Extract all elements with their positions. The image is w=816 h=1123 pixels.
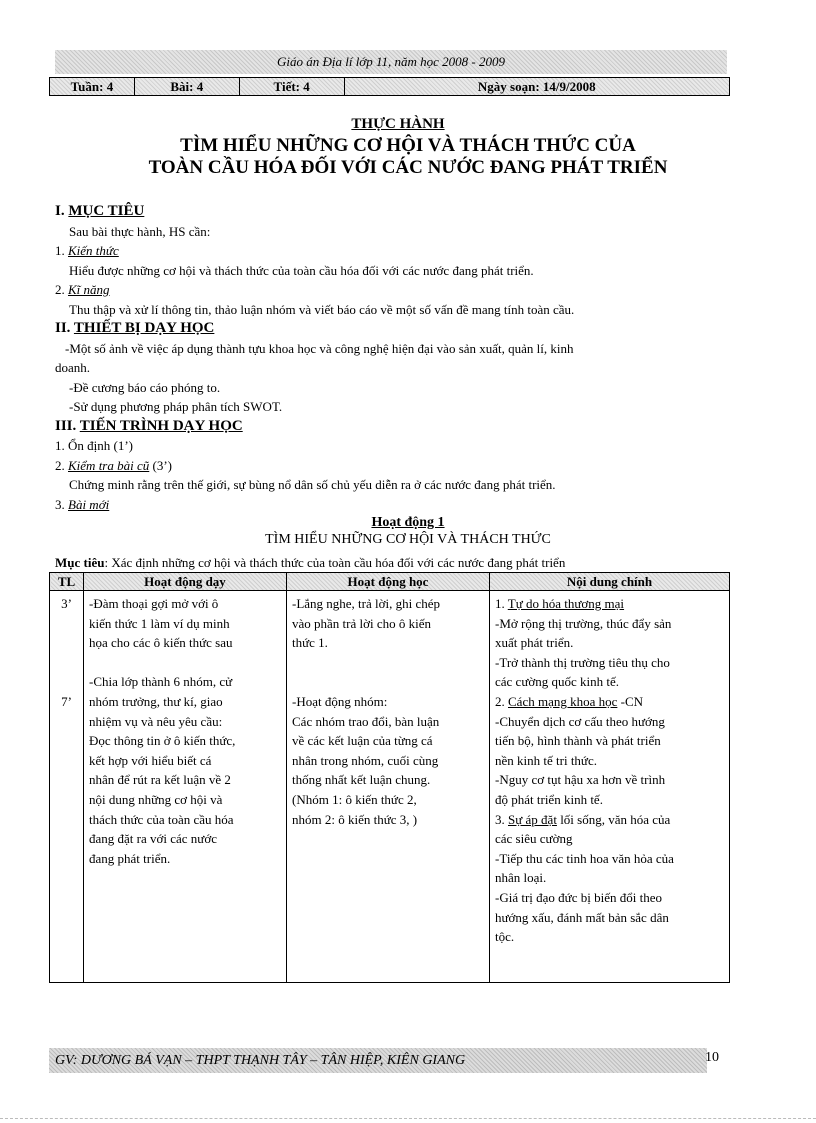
- content-heading-2: 2. Cách mạng khoa học -CN: [495, 693, 644, 709]
- content-heading-3: 3. Sự áp đặt lối sống, văn hóa của: [495, 811, 671, 827]
- title-kind: THỰC HÀNH: [351, 116, 445, 132]
- footer-author: GV: DƯƠNG BÁ VẠN – THPT THẠNH TÂY – TÂN HIỆP, KIÊN GIANG: [49, 1048, 707, 1073]
- skills-heading: 2. Kĩ năng: [55, 282, 110, 297]
- section-1-heading: I. MỤC TIÊU: [55, 203, 145, 219]
- header-learning: Hoạt động học: [287, 573, 490, 591]
- week-cell: Tuần: 4: [50, 78, 135, 95]
- section-3-heading: III. TIẾN TRÌNH DẠY HỌC: [55, 417, 243, 434]
- activity-objective: Mục tiêu: Xác định những cơ hội và thách thức của toàn cầu hóa đối với các nước đang phát triển: [55, 555, 566, 570]
- page-edge-divider: [0, 1118, 816, 1119]
- equipment-line-1b: doanh.: [55, 360, 91, 375]
- knowledge-heading: 1. Kiến thức: [55, 243, 119, 258]
- activity-title: Hoạt động 1: [371, 515, 445, 530]
- equipment-line-1: -Một số ảnh về việc áp dụng thành tựu khoa học và công nghệ hiện đại vào sản xuất, quản lí, kinh: [65, 340, 574, 356]
- step-3-heading: 3. Bài mới: [55, 496, 110, 512]
- skills-text: Thu thập và xử lí thông tin, thảo luận nhóm và viết báo cáo về một số vấn đề mang tính toàn cầu.: [69, 301, 575, 317]
- document-title: [0, 116, 816, 179]
- step-2-text: Chứng minh rằng trên thế giới, sự bùng nổ dân số chủ yếu diễn ra ở các nước đang phát triển.: [69, 477, 556, 492]
- section-2-heading: II. THIẾT BỊ DẠY HỌC: [55, 320, 215, 336]
- learning-cell: -Lắng nghe, trả lời, ghi chép vào phần trả lời cho ô kiến thức 1. -Hoạt động nhóm: Các nhóm trao đổi, bàn luận về các kết luận của từng cá nhân trong nhóm, cuối cùng thống nhất kết luận chung. (Nhóm 1: ô kiến thức 2, nhóm 2: ô kiến thức 3, ): [287, 591, 490, 983]
- title-line-1: TÌM HIỂU NHỮNG CƠ HỘI VÀ THÁCH THỨC CỦA: [180, 135, 636, 156]
- activity-table: [49, 572, 730, 983]
- step-2-heading: 2. Kiểm tra bài cũ (3’): [55, 457, 172, 473]
- date-cell: Ngày soạn: 14/9/2008: [477, 79, 596, 94]
- time-cell: 3’ 7’: [50, 591, 84, 983]
- content-cell: 1. Tự do hóa thương mại -Mở rộng thị trường, thúc đẩy sản xuất phát triển. -Trở thành thị trường tiêu thụ cho các cường quốc kinh tế. 2. Cách mạng khoa học -CN -Chuyển dịch cơ cấu theo hướng tiến bộ, hình thành và phát triển nền kinh tế tri thức. -Nguy cơ tụt hậu xa hơn về trình độ phát triển kinh tế. 3. Sự áp đặt lối sống, văn hóa của các siêu cường -Tiếp thu các tinh hoa văn hỏa của nhân loại. -Giá trị đạo đức bị biến đổi theo hướng xấu, đánh mất bản sắc dân tộc.: [490, 591, 730, 983]
- step-1: 1. Ổn định (1’): [55, 438, 133, 453]
- lesson-body: [55, 202, 735, 514]
- header-teaching: Hoạt động dạy: [84, 573, 287, 591]
- period-cell: Tiết: 4: [240, 78, 345, 95]
- header-time: TL: [50, 573, 84, 591]
- lesson-meta-row: [49, 77, 730, 96]
- table-header-row: [50, 573, 730, 591]
- activity-subtitle: TÌM HIỂU NHỮNG CƠ HỘI VÀ THÁCH THỨC: [265, 532, 551, 547]
- teaching-cell: -Đàm thoại gợi mở với ô kiến thức 1 làm ví dụ minh họa cho các ô kiến thức sau -Chia lớp thành 6 nhóm, cử nhóm trưởng, thư kí, giao nhiệm vụ và nêu yêu cầu: Đọc thông tin ở ô kiến thức, kết hợp với hiểu biết cá nhân để rút ra kết luận về 2 nội dung những cơ hội và thách thức của toàn cầu hóa đang đặt ra với các nước đang phát triển.: [84, 591, 287, 983]
- page-number: 10: [705, 1050, 719, 1065]
- knowledge-text: Hiểu được những cơ hội và thách thức của toàn cầu hóa đối với các nước đang phát triển.: [69, 262, 534, 278]
- title-line-2: TOÀN CẦU HÓA ĐỐI VỚI CÁC NƯỚC ĐANG PHÁT TRIỂN: [148, 157, 668, 178]
- activity-heading: [0, 515, 816, 548]
- equipment-line-2: -Đề cương báo cáo phóng to.: [69, 379, 221, 395]
- section-1-intro: Sau bài thực hành, HS cần:: [69, 223, 211, 239]
- header-banner: Giáo án Địa lí lớp 11, năm học 2008 - 2009: [55, 50, 727, 74]
- table-row: [50, 591, 730, 983]
- lesson-cell: Bài: 4: [135, 78, 240, 95]
- equipment-line-3: -Sử dụng phương pháp phân tích SWOT.: [69, 399, 283, 414]
- content-heading-1: 1. Tự do hóa thương mại: [495, 596, 625, 611]
- header-content: Nội dung chính: [490, 573, 730, 591]
